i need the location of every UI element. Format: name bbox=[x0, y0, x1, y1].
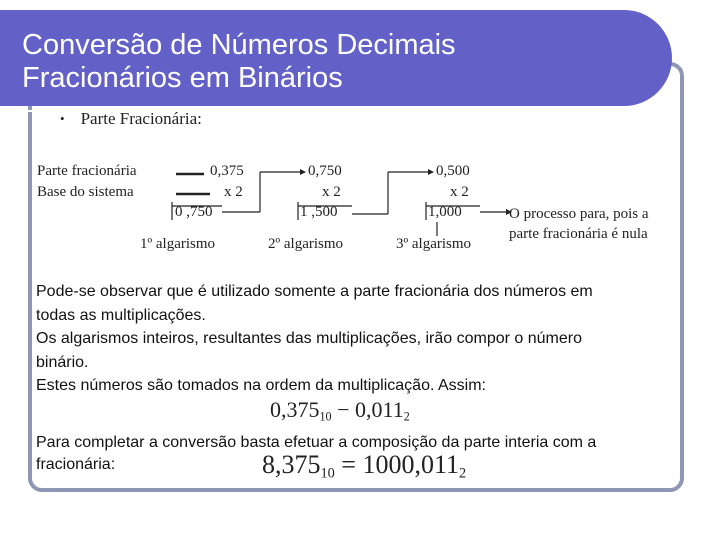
eq2-right-base: 2 bbox=[459, 465, 467, 482]
eq1-left-base: 10 bbox=[319, 409, 332, 424]
step2-arrowhead bbox=[428, 169, 434, 175]
paragraph-1: Pode-se observar que é utilizado somente a parte fracionária dos números em todas as multiplicações. bbox=[36, 283, 593, 324]
eq2-left-base: 10 bbox=[320, 465, 335, 482]
step2-mult: x 2 bbox=[322, 184, 341, 200]
bullet-icon: • bbox=[60, 111, 65, 126]
paragraph-2: Os algarismos inteiros, resultantes das multiplicações, irão compor o número binário. bbox=[36, 330, 583, 371]
step2-digit-label: 2º algarismo bbox=[268, 236, 344, 252]
step1-arrowhead bbox=[300, 169, 306, 175]
step1-value: 0,375 bbox=[210, 163, 244, 179]
end-note-line-2: parte fracionária é nula bbox=[509, 226, 648, 242]
step1-result: 0 ,750 bbox=[175, 204, 213, 220]
eq2-right: 1000,011 bbox=[362, 450, 460, 479]
paragraph-3: Estes números são tomados na ordem da multiplicação. Assim: bbox=[36, 377, 486, 394]
slide-title bbox=[22, 29, 456, 95]
step2-value: 0,750 bbox=[308, 163, 342, 179]
step1-digit-label: 1º algarismo bbox=[140, 236, 216, 252]
title-line-1: Conversão de Números Decimais bbox=[22, 29, 456, 61]
label-base: Base do sistema bbox=[37, 184, 134, 200]
step3-mult: x 2 bbox=[450, 184, 469, 200]
step3-digit-label: 3º algarismo bbox=[396, 236, 472, 252]
eq2-left: 8,375 bbox=[262, 450, 321, 479]
title-bar bbox=[0, 10, 672, 106]
paragraph-4: Para completar a conversão basta efetuar a composição da parte interia com a fracionária: bbox=[36, 434, 597, 473]
step1-mult: x 2 bbox=[224, 184, 243, 200]
equation-final bbox=[262, 450, 466, 482]
label-frac: Parte fracionária bbox=[37, 163, 137, 179]
title-line-2: Fracionários em Binários bbox=[22, 62, 343, 94]
eq2-sign: = bbox=[341, 450, 356, 479]
eq1-sign: − bbox=[337, 397, 350, 422]
equation-fraction bbox=[270, 397, 410, 425]
step2-result: 1 ,500 bbox=[300, 204, 338, 220]
section-label: Parte Fracionária: bbox=[80, 109, 202, 128]
section-heading bbox=[60, 109, 202, 129]
end-note-line-1: O processo para, pois a bbox=[509, 206, 649, 222]
body-paragraphs bbox=[36, 280, 636, 398]
eq1-right: 0,011 bbox=[355, 397, 404, 422]
eq1-left: 0,375 bbox=[270, 397, 320, 422]
conversion-diagram bbox=[32, 150, 692, 260]
step3-value: 0,500 bbox=[436, 163, 470, 179]
step3-result: 1,000 bbox=[428, 204, 462, 220]
eq1-right-base: 2 bbox=[403, 409, 410, 424]
